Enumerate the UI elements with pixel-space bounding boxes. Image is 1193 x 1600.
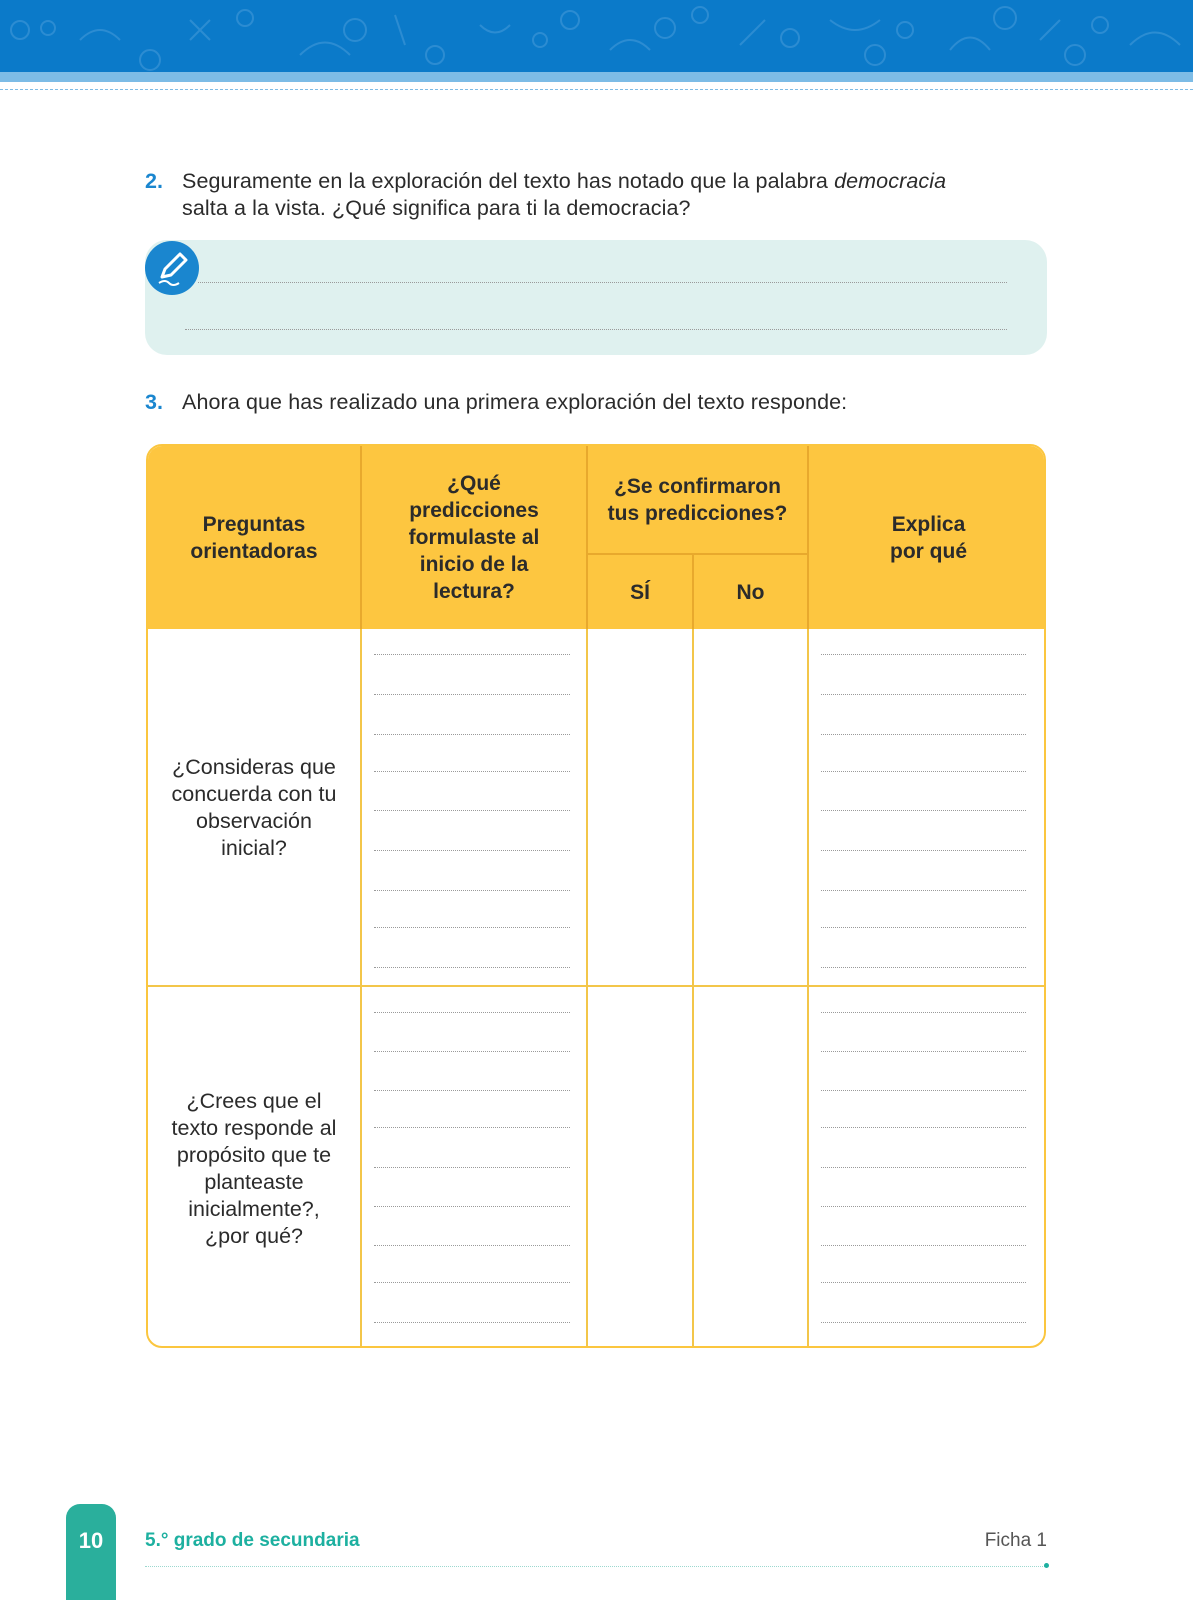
no-checkbox-cell[interactable] [694, 987, 807, 1348]
header-explica [809, 446, 1046, 629]
answer-line[interactable] [374, 1206, 570, 1207]
answer-line[interactable] [821, 850, 1026, 851]
answer-line[interactable] [374, 771, 570, 772]
row-question-text: ¿Consideras que concuerda con tu observación inicial? [171, 755, 337, 860]
answer-line[interactable] [374, 734, 570, 735]
answer-line[interactable] [821, 810, 1026, 811]
predictions-table [146, 444, 1046, 1348]
answer-line[interactable] [374, 1322, 570, 1323]
banner-stripe [0, 72, 1193, 82]
answer-line[interactable] [374, 890, 570, 891]
header-no [694, 555, 807, 629]
question-text: Ahora que has realizado una primera exploración del texto responde: [182, 390, 848, 414]
answer-line[interactable] [821, 1051, 1026, 1052]
ficha-label: Ficha 1 [984, 1530, 1047, 1551]
question-2 [145, 168, 1047, 222]
header-confirmaron [588, 446, 807, 553]
answer-line[interactable] [821, 1127, 1026, 1128]
answer-line[interactable] [821, 1245, 1026, 1246]
question-emphasis: democracia [834, 169, 947, 193]
header-text: ¿Qué predicciones formulaste al inicio de la lectura? [408, 472, 540, 603]
answer-line[interactable] [374, 967, 570, 968]
answer-box[interactable] [145, 240, 1047, 355]
question-number: 2. [145, 169, 164, 193]
question-text-line2: salta a la vista. ¿Qué significa para ti la democracia? [182, 196, 691, 220]
answer-line[interactable] [185, 329, 1007, 330]
answer-line[interactable] [374, 1012, 570, 1013]
question-text-part: Seguramente en la exploración del texto has notado que la palabra [182, 169, 835, 193]
answer-line[interactable] [374, 654, 570, 655]
answer-line[interactable] [374, 1090, 570, 1091]
row-question-text: ¿Crees que el texto responde al propósito que te planteaste inicialmente?, ¿por qué? [171, 1088, 337, 1248]
footer-divider [145, 1566, 1047, 1567]
page-number: 10 [78, 1528, 104, 1553]
answer-line[interactable] [821, 890, 1026, 891]
question-3 [145, 389, 1047, 416]
header-preguntas [148, 446, 360, 629]
si-checkbox-cell[interactable] [588, 631, 692, 985]
answer-line[interactable] [374, 1245, 570, 1246]
question-number: 3. [145, 390, 164, 414]
table-row-question [148, 631, 360, 985]
banner-pattern [0, 0, 1193, 72]
answer-line[interactable] [374, 1127, 570, 1128]
header-text: ¿Se confirmaron tus predicciones? [607, 474, 788, 525]
answer-line[interactable] [821, 694, 1026, 695]
si-checkbox-cell[interactable] [588, 987, 692, 1348]
answer-line[interactable] [821, 654, 1026, 655]
answer-line[interactable] [821, 1206, 1026, 1207]
no-checkbox-cell[interactable] [694, 631, 807, 985]
header-text: Explica por qué [890, 512, 967, 563]
banner-dashed-divider [0, 89, 1193, 90]
answer-line[interactable] [374, 694, 570, 695]
answer-line[interactable] [198, 282, 1007, 283]
answer-line[interactable] [821, 771, 1026, 772]
header-text: No [736, 580, 765, 604]
footer-dot [1044, 1563, 1049, 1568]
column-divider [360, 629, 362, 1348]
answer-line[interactable] [821, 967, 1026, 968]
answer-line[interactable] [374, 1167, 570, 1168]
answer-line[interactable] [821, 734, 1026, 735]
answer-line[interactable] [374, 1051, 570, 1052]
answer-line[interactable] [374, 850, 570, 851]
header-text: SÍ [630, 580, 650, 604]
table-row-question [148, 987, 360, 1348]
answer-line[interactable] [821, 1012, 1026, 1013]
answer-line[interactable] [821, 1090, 1026, 1091]
grade-label: 5.° grado de secundaria [145, 1530, 360, 1551]
header-text: Preguntas orientadoras [190, 512, 318, 563]
answer-line[interactable] [821, 927, 1026, 928]
answer-line[interactable] [374, 927, 570, 928]
answer-line[interactable] [821, 1167, 1026, 1168]
answer-line[interactable] [821, 1282, 1026, 1283]
pencil-icon [145, 241, 199, 295]
header-banner [0, 0, 1193, 72]
answer-line[interactable] [374, 810, 570, 811]
header-predicciones [362, 446, 586, 629]
answer-line[interactable] [374, 1282, 570, 1283]
column-divider [807, 629, 809, 1348]
question-text [182, 168, 1047, 222]
answer-line[interactable] [821, 1322, 1026, 1323]
header-si [588, 555, 692, 629]
